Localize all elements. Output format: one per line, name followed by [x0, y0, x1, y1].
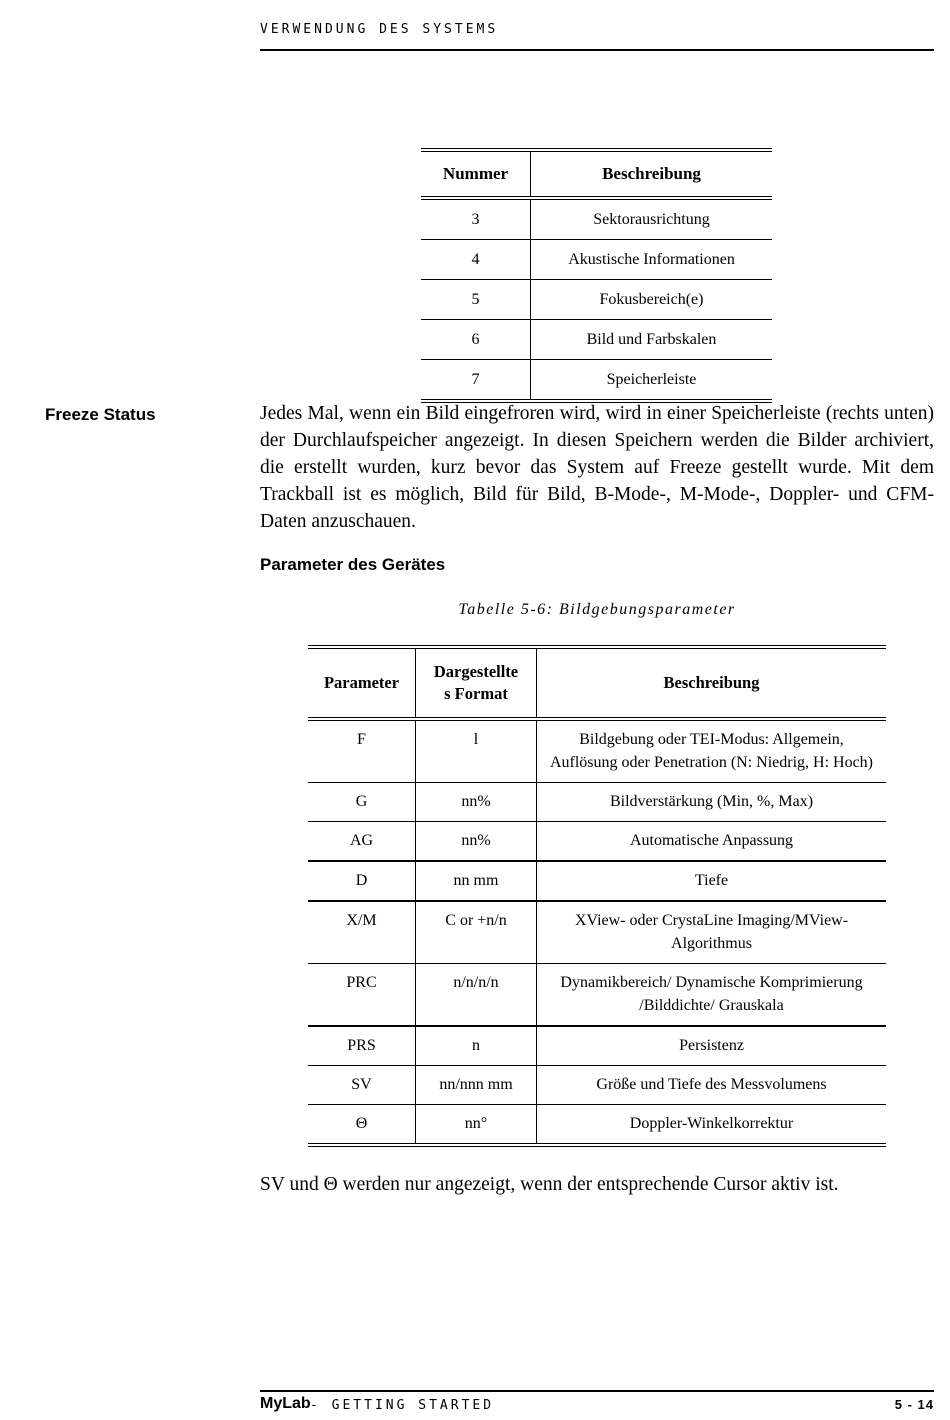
table-header-row: [421, 150, 772, 198]
table-cell: 3: [421, 198, 531, 240]
imaging-parameters-table: [308, 645, 886, 1147]
footer-brand: MyLab: [260, 1395, 311, 1412]
page-footer: [260, 1390, 934, 1420]
table-cell: 4: [421, 240, 531, 280]
table-cell: Sektorausrichtung: [531, 198, 773, 240]
table-cell: Θ: [308, 1105, 416, 1146]
table-cell: nn mm: [416, 861, 537, 901]
table-cell: 6: [421, 320, 531, 360]
table-cell: Dynamikbereich/ Dynamische Komprimierung /Bilddichte/ Grauskala: [537, 964, 887, 1027]
table-row: [308, 719, 886, 783]
column-header: Nummer: [421, 150, 531, 198]
table-cell: XView- oder CrystaLine Imaging/MView-Algorithmus: [537, 901, 887, 964]
table-cell: C or +n/n: [416, 901, 537, 964]
table-row: [308, 1105, 886, 1146]
footnote-text: SV und Θ werden nur angezeigt, wenn der entsprechende Cursor aktiv ist.: [260, 1174, 839, 1195]
table-row: [308, 783, 886, 822]
table-header-row: [308, 647, 886, 719]
page-number: 5 - 14: [894, 1397, 934, 1412]
table-cell: nn°: [416, 1105, 537, 1146]
table-cell: AG: [308, 822, 416, 862]
table-cell: X/M: [308, 901, 416, 964]
table-cell: PRS: [308, 1026, 416, 1066]
column-header: Beschreibung: [531, 150, 773, 198]
table-cell: l: [416, 719, 537, 783]
table-row: [308, 901, 886, 964]
table-cell: Doppler-Winkelkorrektur: [629, 1115, 794, 1132]
table-cell: Persistenz: [537, 1026, 887, 1066]
table-cell: Bildverstärkung (Min, %, Max): [537, 783, 887, 822]
table-cell: Fokusbereich(e): [531, 280, 773, 320]
table-row: [421, 198, 772, 240]
table-caption: Tabelle 5-6: Bildgebungsparameter: [458, 601, 736, 618]
column-header: [416, 647, 537, 719]
column-header: Parameter: [308, 647, 416, 719]
table-cell: 5: [421, 280, 531, 320]
freeze-status-label: Freeze Status: [45, 405, 156, 424]
table-row: [308, 1066, 886, 1105]
column-header: Beschreibung: [537, 647, 887, 719]
table-row: [308, 822, 886, 862]
table-cell: Größe und Tiefe des Messvolumens: [537, 1066, 887, 1105]
table-cell: n/n/n/n: [416, 964, 537, 1027]
table-cell: G: [308, 783, 416, 822]
page-header: [260, 20, 934, 51]
table-cell: Bildgebung oder TEI-Modus: Allgemein, Auflösung oder Penetration (N: Niedrig, H: Hoch): [537, 719, 887, 783]
table-cell: n: [416, 1026, 537, 1066]
numbers-table: [421, 148, 772, 403]
freeze-status-paragraph: Jedes Mal, wenn ein Bild eingefroren wird, wird in einer Speicherleiste (rechts unten) der Durchlaufspeicher angezeigt. In diesen Speichern werden die Bilder archiviert, die erstellt wurden, kurz bevor das System auf Freeze gestellt wurde. Mit dem Trackball ist es möglich, Bild für Bild, B-Mode-, M-Mode-, Doppler- und CFM-Daten anzuschauen.: [260, 403, 934, 532]
table-cell: Akustische Informationen: [531, 240, 773, 280]
table-row: [308, 1026, 886, 1066]
table-row: [421, 320, 772, 360]
table-cell: Speicherleiste: [606, 370, 697, 388]
table-cell: nn%: [416, 822, 537, 862]
table-cell: Tiefe: [537, 861, 887, 901]
table-row: [421, 240, 772, 280]
table-cell: Automatische Anpassung: [537, 822, 887, 862]
table-cell: D: [308, 861, 416, 901]
column-header-label: Dargestellte s Format: [433, 662, 519, 703]
table-cell: nn%: [416, 783, 537, 822]
table-row: [308, 861, 886, 901]
table-cell: Bild und Farbskalen: [531, 320, 773, 360]
table-cell: nn/nnn mm: [416, 1066, 537, 1105]
table-row: [421, 360, 772, 402]
section-heading: Parameter des Gerätes: [260, 555, 446, 574]
table-cell: 7: [421, 360, 531, 402]
table-cell: SV: [308, 1066, 416, 1105]
table-row: [421, 280, 772, 320]
footer-subtitle: - GETTING STARTED: [310, 1398, 495, 1413]
header-title: VERWENDUNG DES SYSTEMS: [260, 22, 499, 37]
table-cell: PRC: [308, 964, 416, 1027]
table-cell: F: [308, 719, 416, 783]
table-row: [308, 964, 886, 1027]
